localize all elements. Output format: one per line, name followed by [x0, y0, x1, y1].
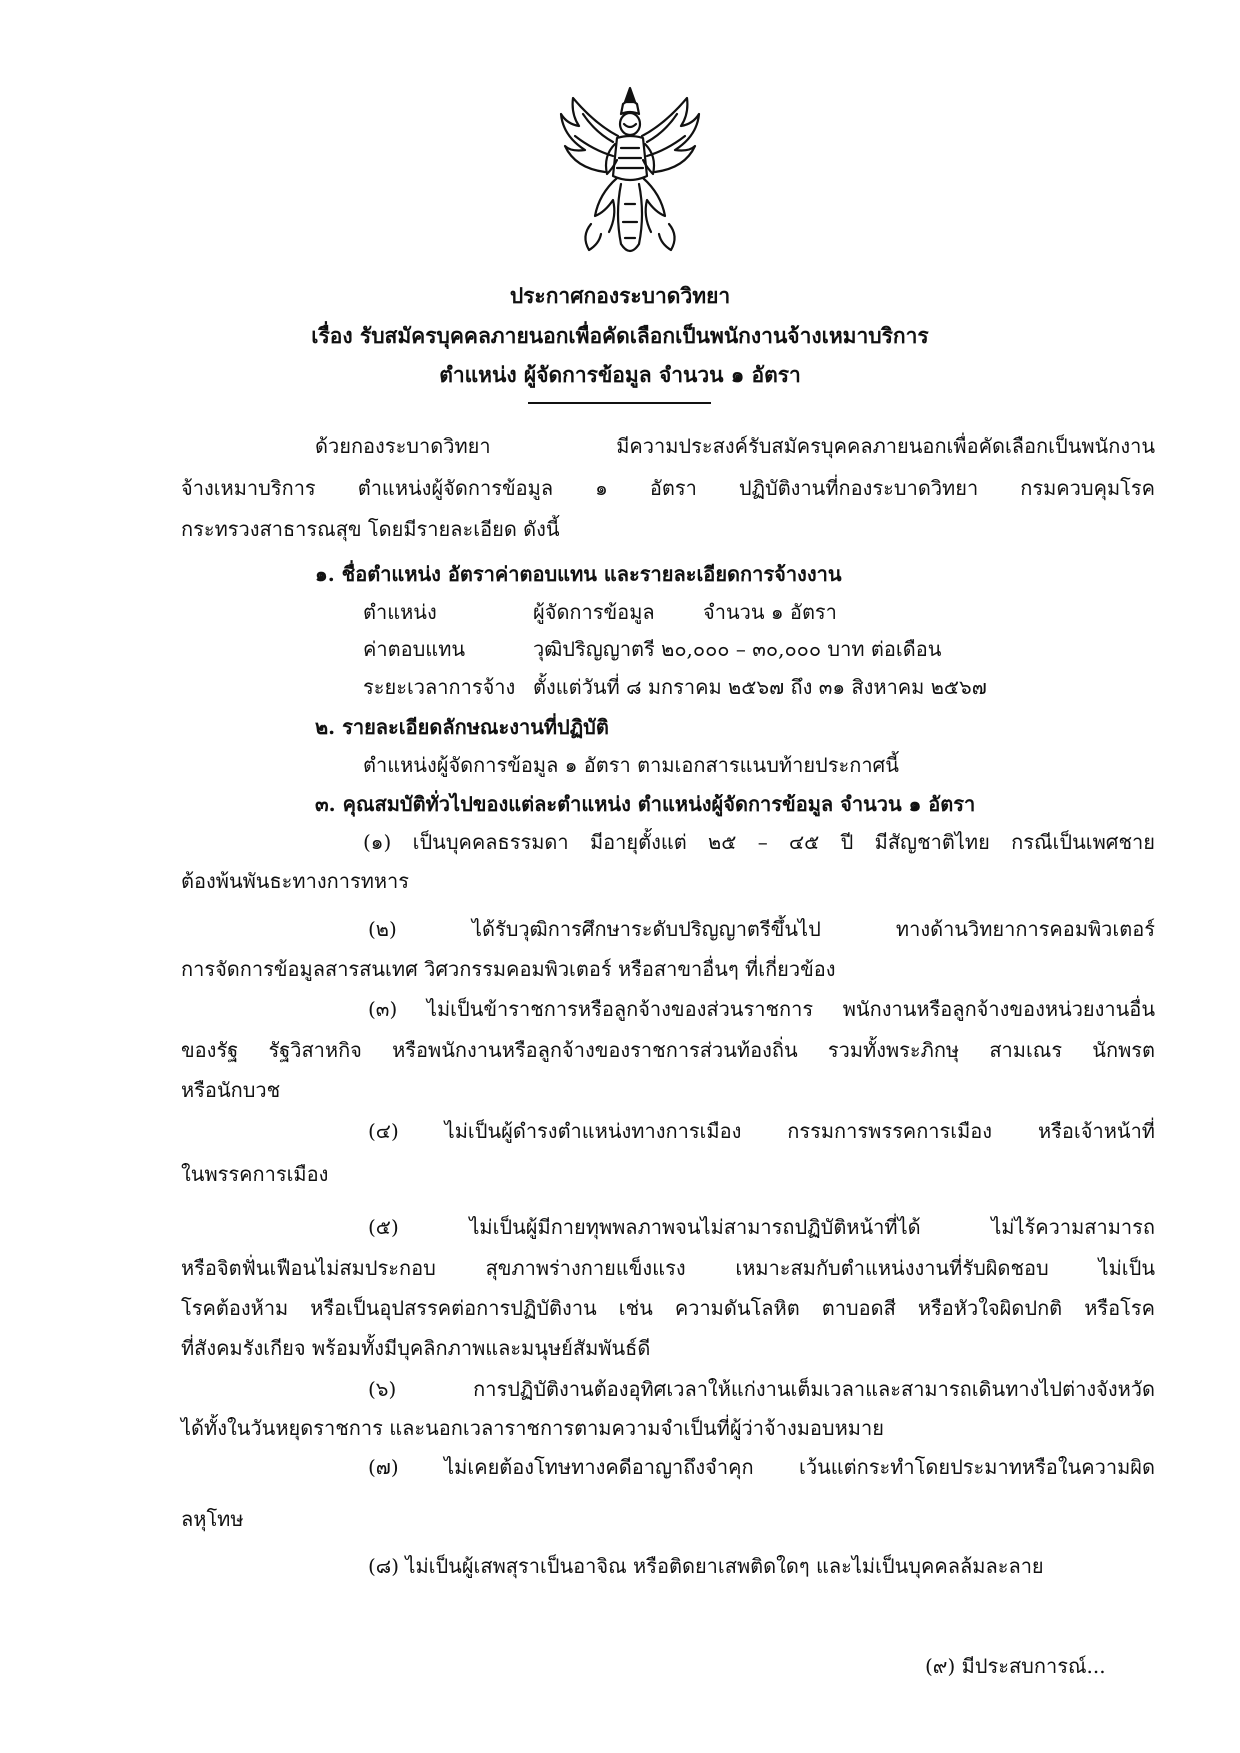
item-6-line-1: (๖) การปฏิบัติงานต้องอุทิศเวลาให้แก่งานเต็มเวลาและสามารถเดินทางไปต่างจังหวัด [368, 1377, 1155, 1401]
item-5-line-1: (๕) ไม่เป็นผู้มีกายทุพพลภาพจนไม่สามารถปฏิบัติหน้าที่ได้ ไม่ไร้ความสามารถ [368, 1215, 1155, 1239]
announcement-position: ตำแหน่ง ผู้จัดการข้อมูล จำนวน ๑ อัตรา [439, 362, 801, 387]
title-divider [528, 402, 711, 404]
item-2-line-1: (๒) ได้รับวุฒิการศึกษาระดับปริญญาตรีขึ้นไป ทางด้านวิทยาการคอมพิวเตอร์ [368, 917, 1155, 941]
item-7-line-1: (๗) ไม่เคยต้องโทษทางคดีอาญาถึงจำคุก เว้นแต่กระทำโดยประมาทหรือในความผิด [368, 1455, 1155, 1479]
pay-value: วุฒิปริญญาตรี ๒๐,๐๐๐ – ๓๐,๐๐๐ บาท ต่อเดือน [533, 637, 942, 661]
item-5-line-2: หรือจิตฟั่นเฟือนไม่สมประกอบ สุขภาพร่างกายแข็งแรง เหมาะสมกับตำแหน่งงานที่รับผิดชอบ ไม่เป็น [181, 1256, 1155, 1280]
item-7-line-2: ลหุโทษ [181, 1507, 244, 1531]
intro-line-1: ด้วยกองระบาดวิทยา มีความประสงค์รับสมัครบุคคลภายนอกเพื่อคัดเลือกเป็นพนักงาน [315, 434, 1155, 458]
item-1-line-2: ต้องพ้นพันธะทางการทหาร [181, 869, 410, 893]
item-5-line-4: ที่สังคมรังเกียจ พร้อมทั้งมีบุคลิกภาพและมนุษย์สัมพันธ์ดี [181, 1336, 651, 1360]
item-3-line-1: (๓) ไม่เป็นข้าราชการหรือลูกจ้างของส่วนราชการ พนักงานหรือลูกจ้างของหน่วยงานอื่น [368, 997, 1155, 1021]
section-2-text: ตำแหน่งผู้จัดการข้อมูล ๑ อัตรา ตามเอกสารแนบท้ายประกาศนี้ [363, 753, 899, 777]
intro-line-3: กระทรวงสาธารณสุข โดยมีรายละเอียด ดังนี้ [181, 517, 560, 541]
period-value: ตั้งแต่วันที่ ๘ มกราคม ๒๕๖๗ ถึง ๓๑ สิงหาคม ๒๕๖๗ [533, 675, 987, 699]
item-3-line-2: ของรัฐ รัฐวิสาหกิจ หรือพนักงานหรือลูกจ้างของราชการส่วนท้องถิ่น รวมทั้งพระภิกษุ สามเณร นักพรต [181, 1038, 1155, 1062]
continuation-note: (๙) มีประสบการณ์... [925, 1654, 1106, 1678]
item-6-line-2: ได้ทั้งในวันหยุดราชการ และนอกเวลาราชการตามความจำเป็นที่ผู้ว่าจ้างมอบหมาย [181, 1416, 884, 1440]
item-3-line-3: หรือนักบวช [181, 1078, 281, 1102]
item-5-line-3: โรคต้องห้าม หรือเป็นอุปสรรคต่อการปฏิบัติงาน เช่น ความดันโลหิต ตาบอดสี หรือหัวใจผิดปกติ หรือโรค [181, 1296, 1155, 1320]
period-label: ระยะเวลาการจ้าง [363, 675, 516, 699]
position-count: จำนวน ๑ อัตรา [703, 600, 837, 624]
item-4-line-2: ในพรรคการเมือง [181, 1162, 329, 1186]
garuda-emblem-icon [555, 84, 705, 264]
section-3-heading: ๓. คุณสมบัติทั่วไปของแต่ละตำแหน่ง ตำแหน่งผู้จัดการข้อมูล จำนวน ๑ อัตรา [315, 792, 976, 816]
item-2-line-2: การจัดการข้อมูลสารสนเทศ วิศวกรรมคอมพิวเตอร์ หรือสาขาอื่นๆ ที่เกี่ยวข้อง [181, 957, 836, 981]
section-2-heading: ๒. รายละเอียดลักษณะงานที่ปฏิบัติ [315, 715, 609, 739]
announcement-subject: เรื่อง รับสมัครบุคคลภายนอกเพื่อคัดเลือกเป็นพนักงานจ้างเหมาบริการ [311, 323, 929, 348]
section-1-heading: ๑. ชื่อตำแหน่ง อัตราค่าตอบแทน และรายละเอียดการจ้างงาน [315, 562, 842, 586]
item-4-line-1: (๔) ไม่เป็นผู้ดำรงตำแหน่งทางการเมือง กรรมการพรรคการเมือง หรือเจ้าหน้าที่ [368, 1119, 1155, 1143]
position-value: ผู้จัดการข้อมูล [533, 600, 655, 624]
pay-label: ค่าตอบแทน [363, 637, 466, 661]
position-label: ตำแหน่ง [363, 600, 437, 624]
item-8-line-1: (๘) ไม่เป็นผู้เสพสุราเป็นอาจิณ หรือติดยาเสพติดใดๆ และไม่เป็นบุคคลล้มละลาย [368, 1554, 1044, 1578]
intro-line-2: จ้างเหมาบริการ ตำแหน่งผู้จัดการข้อมูล ๑ อัตรา ปฏิบัติงานที่กองระบาดวิทยา กรมควบคุมโรค [181, 476, 1155, 500]
announcement-title: ประกาศกองระบาดวิทยา [509, 283, 731, 308]
item-1-line-1: (๑) เป็นบุคคลธรรมดา มีอายุตั้งแต่ ๒๕ – ๔๕ ปี มีสัญชาติไทย กรณีเป็นเพศชาย [363, 830, 1155, 854]
